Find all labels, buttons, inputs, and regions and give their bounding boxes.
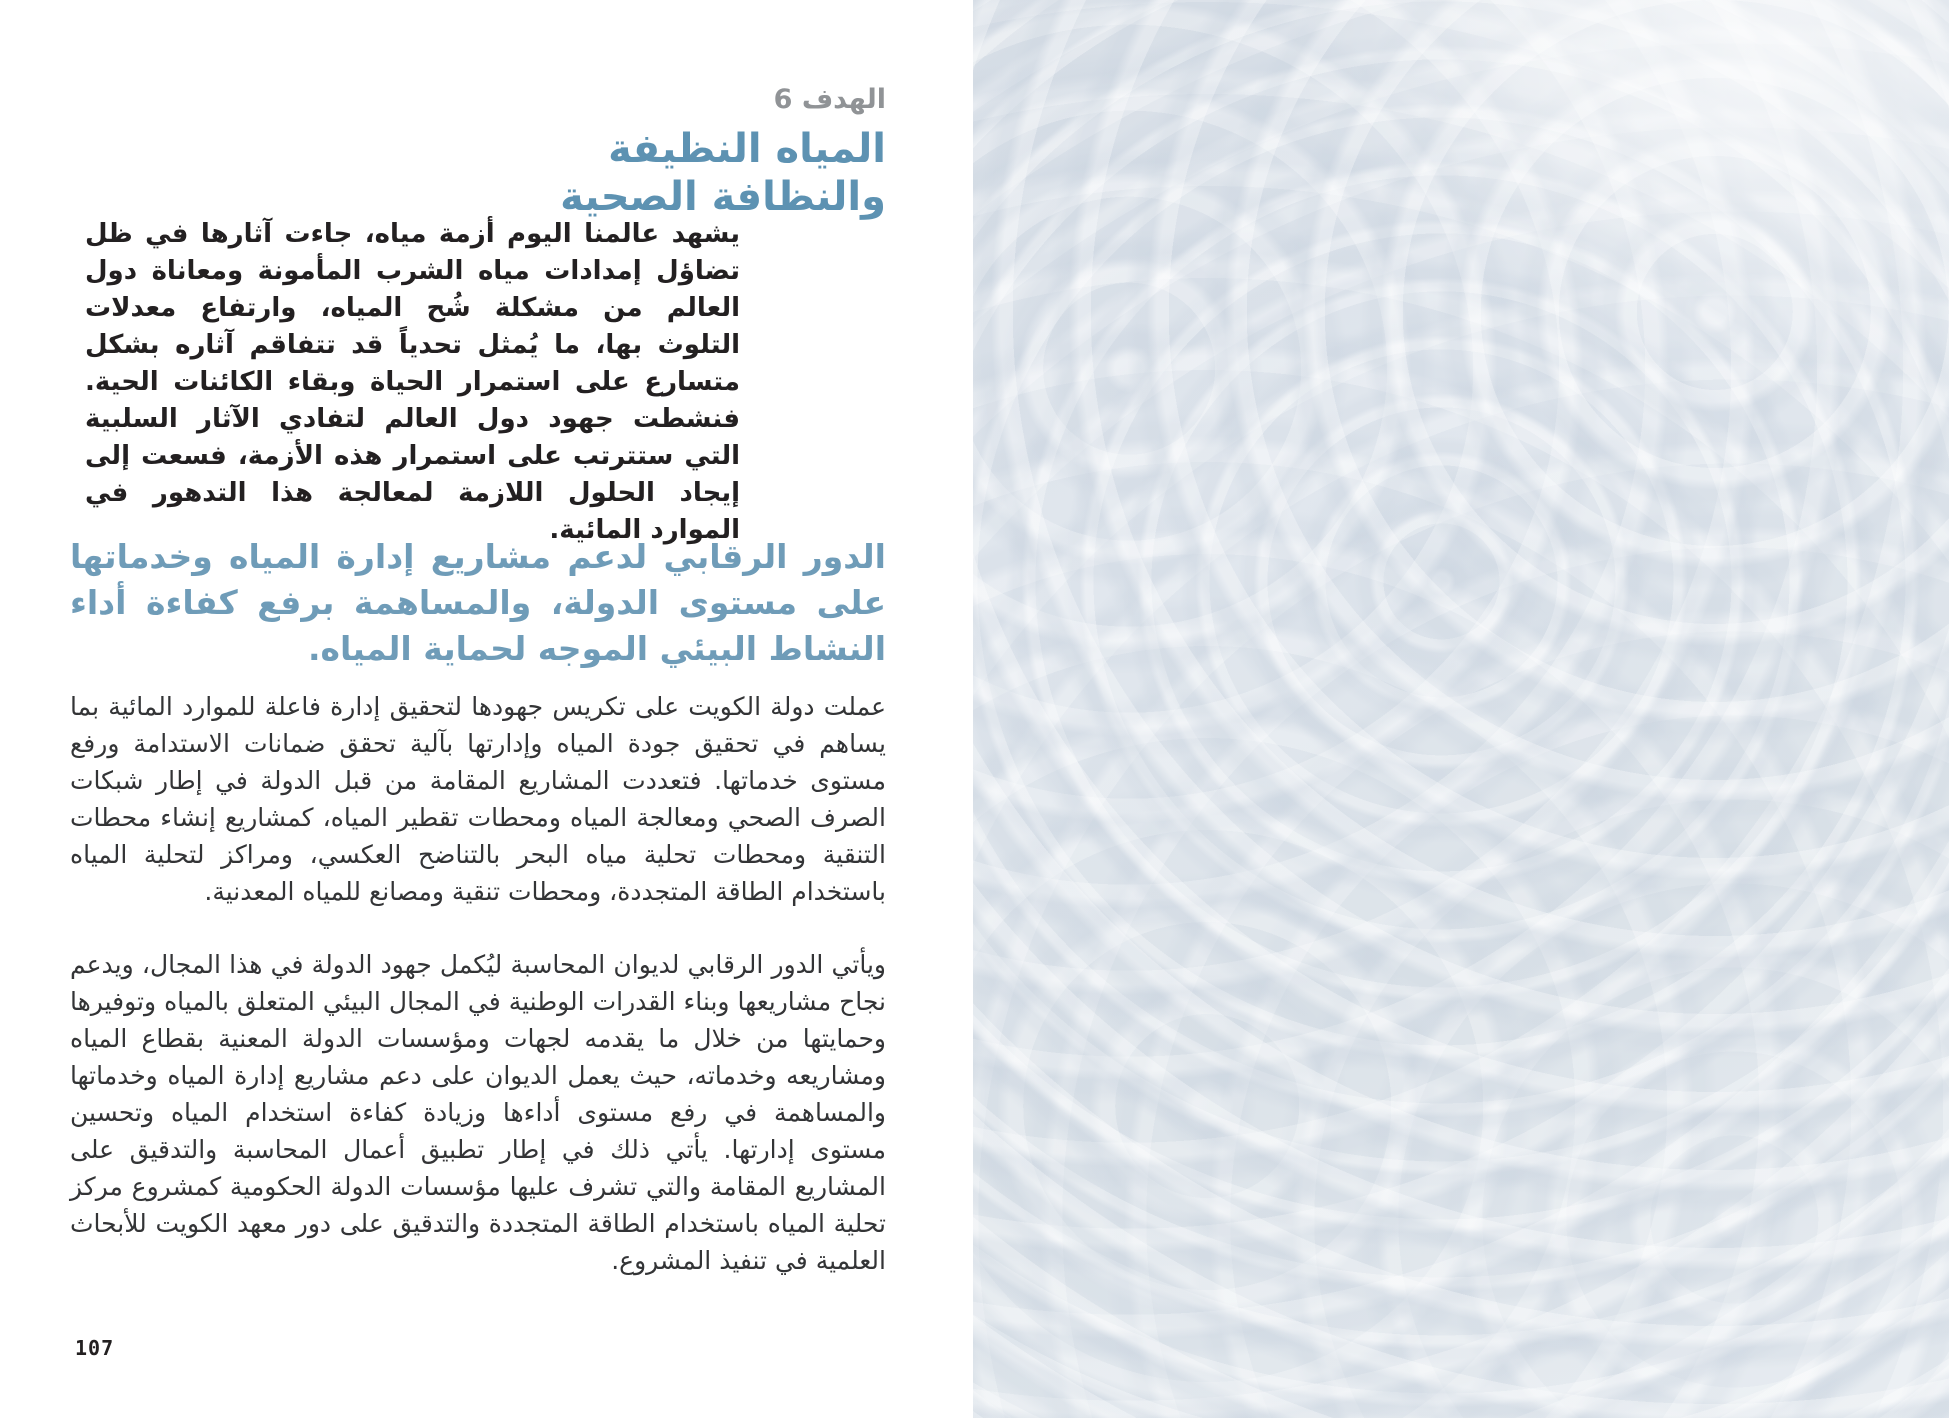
intro-paragraph: يشهد عالمنا اليوم أزمة مياه، جاءت آثارها في ظل تضاؤل إمدادات مياه الشرب المأمونة ومعاناة دول العالم من مشكلة شُح المياه، وارتفاع معدلات التلوث بها، ما يُمثل تحدياً قد تتفاقم آثاره بشكل متسارع على استمرار الحياة وبقاء الكائنات الحية. فنشطت جهود دول العالم لتفادي الآثار السلبية التي ستترتب على استمرار هذه الأزمة، فسعت إلى إيجاد الحلول اللازمة لمعالجة هذا التدهور في الموارد المائية. bbox=[85, 219, 740, 545]
chapter-title-line-1: المياه النظيفة bbox=[608, 126, 886, 172]
body-paragraph-1: عملت دولة الكويت على تكريس جهودها لتحقيق إدارة فاعلة للموارد المائية بما يساهم في تحقيق جودة المياه وإدارتها بآلية تحقق ضمانات الاستدامة ورفع مستوى خدماتها. فتعددت المشاريع المقامة من قبل الدولة في إطار شبكات الصرف الصحي ومعالجة المياه ومحطات تقطير المياه، كمشاريع إنشاء محطات التنقية ومحطات تحلية مياه البحر بالتناضح العكسي، ومراكز لتحلية المياه باستخدام الطاقة المتجددة، ومحطات تنقية ومصانع للمياه المعدنية. bbox=[70, 692, 886, 906]
chapter-title-line-2: والنظافة الصحية bbox=[560, 174, 886, 220]
goal-number-label: الهدف 6 bbox=[773, 84, 886, 115]
body-paragraph-2: ويأتي الدور الرقابي لديوان المحاسبة ليُكمل جهود الدولة في هذا المجال، ويدعم نجاح مشاريعها وبناء القدرات الوطنية في المجال البيئي المتعلق بالمياه وتوفيرها وحمايتها من خلال ما يقدمه لجهات ومؤسسات الدولة المعنية بقطاع المياه ومشاريعه وخدماته، حيث يعمل الديوان على دعم مشاريع إدارة المياه وخدماتها والمساهمة في رفع مستوى أداءها وزيادة كفاءة استخدام المياه وتحسين مستوى إدارتها. يأتي ذلك في إطار تطبيق أعمال المحاسبة والتدقيق على المشاريع المقامة والتي تشرف عليها مؤسسات الدولة الحكومية كمشروع مركز تحلية المياه باستخدام الطاقة المتجددة والتدقيق على دور معهد الكويت للأبحاث العلمية في تنفيذ المشروع. bbox=[70, 950, 886, 1275]
goal-header bbox=[72, 84, 886, 221]
page-number: 107 bbox=[75, 1336, 115, 1360]
water-ripples-image bbox=[973, 0, 1949, 1418]
section-subheading: الدور الرقابي لدعم مشاريع إدارة المياه وخدماتها على مستوى الدولة، والمساهمة برفع كفاءة أداء النشاط البيئي الموجه لحماية المياه. bbox=[70, 537, 886, 668]
chapter-title bbox=[72, 125, 886, 221]
